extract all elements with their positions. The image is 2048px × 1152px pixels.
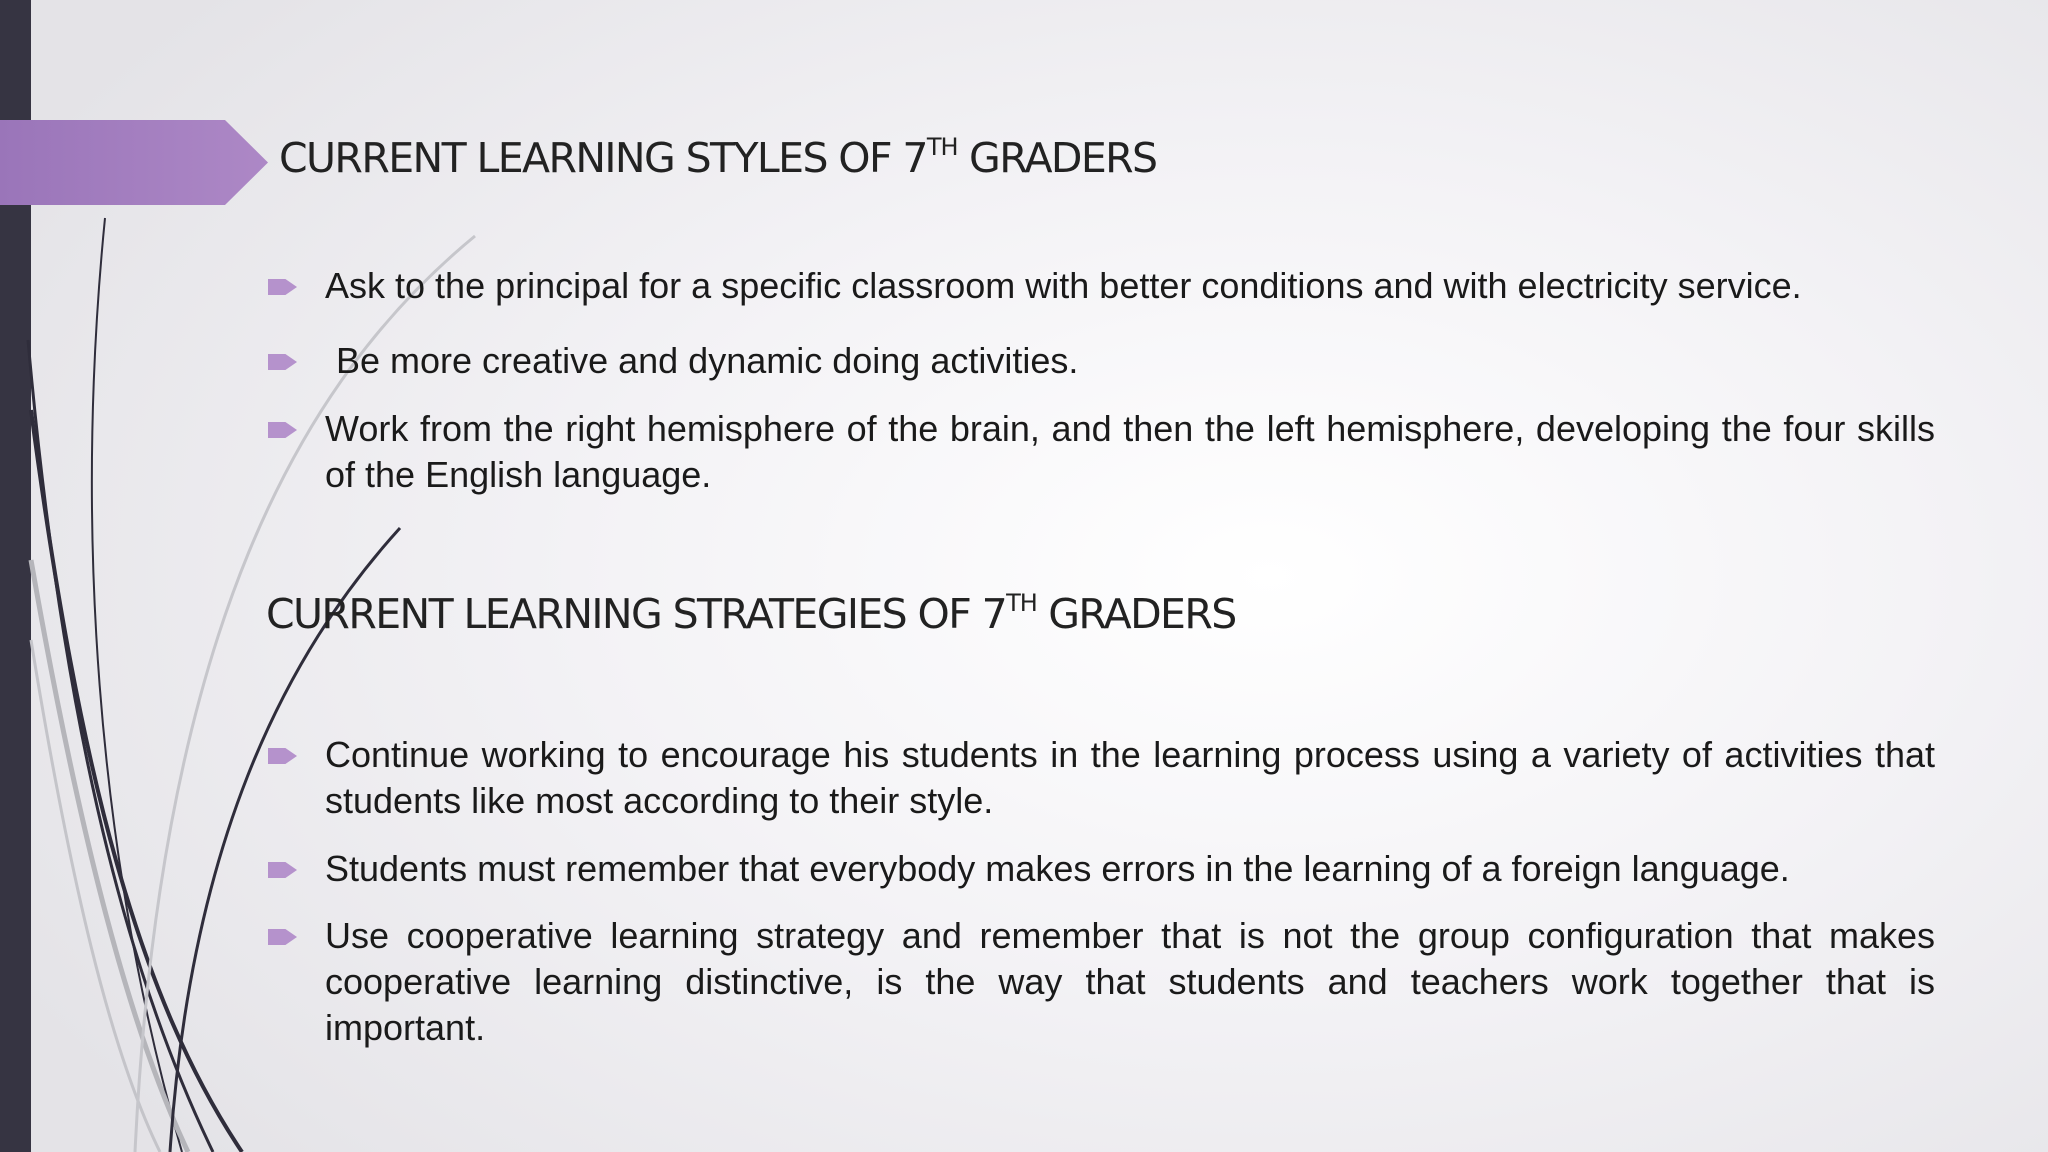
section-title-text: CURRENT LEARNING STRATEGIES OF 7 <box>266 590 1007 638</box>
section-title-end: GRADERS <box>1036 590 1236 638</box>
list-item <box>268 263 1935 309</box>
bullet-text: Use cooperative learning strategy and remember that is not the group configuration that makes cooperative learning distinctive, is the way that students and teachers work together that is important. <box>325 915 1935 1048</box>
list-item <box>268 338 1935 384</box>
bullet-text: Continue working to encourage his students in the learning process using a variety of activities that students like most according to their style. <box>325 734 1935 821</box>
section-title-text: CURRENT LEARNING STYLES OF 7 <box>279 134 927 182</box>
list-item <box>268 732 1935 824</box>
bullet-text: Be more creative and dynamic doing activities. <box>336 340 1079 381</box>
learning-styles-list <box>268 263 1935 498</box>
bullet-text: Work from the right hemisphere of the brain, and then the left hemisphere, developing the four skills of the English language. <box>325 408 1935 495</box>
arrow-bullet-icon <box>268 929 297 945</box>
section-title-superscript: TH <box>1006 589 1037 618</box>
title-banner-arrow <box>0 120 268 205</box>
section-title-learning-strategies <box>266 590 1236 638</box>
arrow-bullet-icon <box>268 422 297 438</box>
arrow-bullet-icon <box>268 748 297 764</box>
section-title-superscript: TH <box>926 133 958 162</box>
bullet-text: Ask to the principal for a specific classroom with better conditions and with electricity service. <box>325 265 1802 306</box>
list-item <box>268 406 1935 498</box>
list-item <box>268 913 1935 1051</box>
section-title-end: GRADERS <box>957 134 1157 182</box>
learning-strategies-list <box>268 732 1935 1051</box>
arrow-bullet-icon <box>268 862 297 878</box>
arrow-bullet-icon <box>268 279 297 295</box>
section-title-learning-styles <box>279 134 1156 182</box>
bullet-text: Students must remember that everybody makes errors in the learning of a foreign language. <box>325 848 1790 889</box>
list-item <box>268 846 1935 892</box>
arrow-bullet-icon <box>268 354 297 370</box>
